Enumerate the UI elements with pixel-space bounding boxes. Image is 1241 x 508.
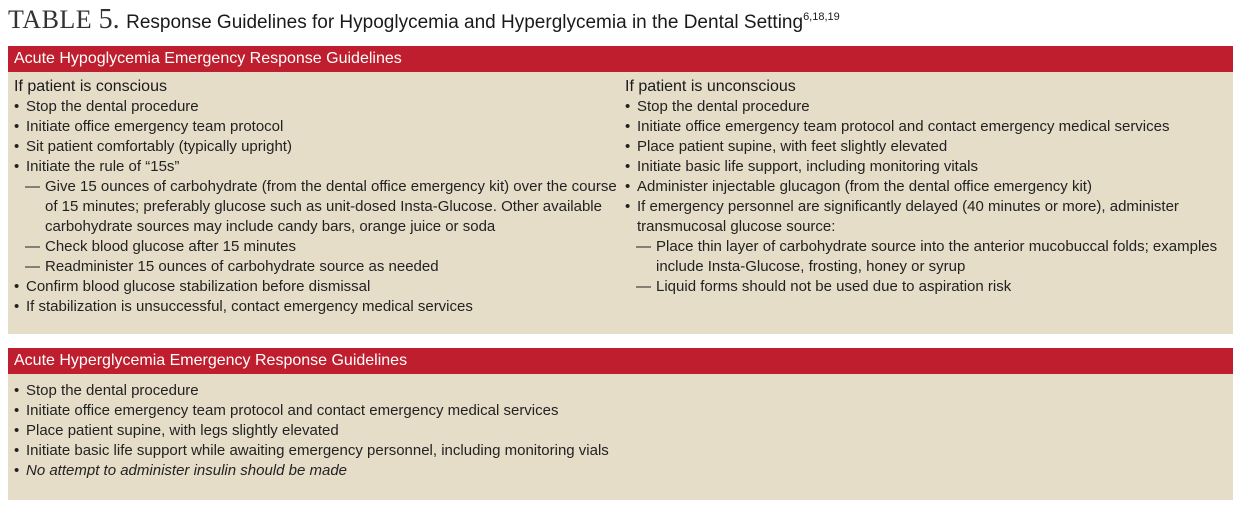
list-item-text: Initiate office emergency team protocol and contact emergency medical services	[26, 402, 559, 419]
list-item-text: Stop the dental procedure	[637, 98, 810, 115]
table-number: 5.	[98, 4, 120, 35]
list-item-text: Check blood glucose after 15 minutes	[45, 238, 296, 255]
list-item-text: Place thin layer of carbohydrate source into the anterior mucobuccal folds; examples include Insta-Glucose, frosting, honey or syrup	[656, 238, 1218, 275]
list-item	[14, 401, 1214, 421]
list-item-text: Initiate office emergency team protocol and contact emergency medical services	[637, 118, 1170, 135]
list-item	[625, 97, 1225, 117]
list-item	[625, 137, 1225, 157]
sub-list-item	[625, 277, 1225, 297]
list-item	[14, 97, 619, 117]
list-item	[625, 177, 1225, 197]
sub-list-item	[14, 177, 619, 237]
sub-list-item	[14, 237, 619, 257]
list-item-text: Readminister 15 ounces of carbohydrate source as needed	[45, 258, 439, 275]
unconscious-heading: If patient is unconscious	[625, 78, 796, 95]
list-item-text: Liquid forms should not be used due to aspiration risk	[656, 278, 1012, 295]
table-caption: Response Guidelines for Hypoglycemia and Hyperglycemia in the Dental Setting	[126, 12, 804, 33]
list-item-text: Initiate basic life support while awaiting emergency personnel, including monitoring vials	[26, 442, 609, 459]
list-item-text: Stop the dental procedure	[26, 382, 199, 399]
unconscious-list	[625, 97, 1225, 297]
list-item	[625, 197, 1225, 237]
list-item	[14, 461, 1214, 481]
table-label: TABLE	[8, 5, 93, 34]
hyperglycemia-section-header: Acute Hyperglycemia Emergency Response Guidelines	[8, 348, 1233, 374]
list-item	[14, 137, 619, 157]
sub-list-item	[14, 257, 619, 277]
list-item	[14, 381, 1214, 401]
list-item	[625, 117, 1225, 137]
list-item	[625, 157, 1225, 177]
sub-list-item	[625, 237, 1225, 277]
table-title	[8, 4, 1233, 44]
list-item	[14, 117, 619, 137]
list-item-text: Sit patient comfortably (typically upright)	[26, 138, 292, 155]
list-item-text: Initiate basic life support, including monitoring vitals	[637, 158, 979, 175]
list-item	[14, 277, 619, 297]
list-item-text: Administer injectable glucagon (from the dental office emergency kit)	[637, 178, 1092, 195]
list-item-text: Place patient supine, with feet slightly elevated	[637, 138, 948, 155]
unconscious-column	[625, 77, 1225, 297]
list-item-text: If emergency personnel are significantly delayed (40 minutes or more), administer transmucosal glucose source:	[637, 198, 1179, 235]
hyperglycemia-list	[14, 381, 1214, 481]
hyperglycemia-column	[14, 381, 1214, 481]
list-item	[14, 421, 1214, 441]
conscious-column	[14, 77, 619, 317]
hypoglycemia-section-header: Acute Hypoglycemia Emergency Response Guidelines	[8, 46, 1233, 72]
list-item-text: Confirm blood glucose stabilization before dismissal	[26, 278, 371, 295]
conscious-heading: If patient is conscious	[14, 78, 167, 95]
list-item-text: Give 15 ounces of carbohydrate (from the dental office emergency kit) over the course of 15 minutes; preferably glucose such as unit-dosed Insta-Glucose. Other available carbohydrate sources may include candy bars, orange juice or soda	[45, 178, 617, 235]
list-item-text: Place patient supine, with legs slightly elevated	[26, 422, 339, 439]
list-item-text: Initiate office emergency team protocol	[26, 118, 284, 135]
list-item	[14, 441, 1214, 461]
list-item-text: Stop the dental procedure	[26, 98, 199, 115]
list-item	[14, 297, 619, 317]
hypoglycemia-section-body	[8, 72, 1233, 334]
hyperglycemia-section-body	[8, 374, 1233, 500]
reference-superscript: 6,18,19	[803, 10, 840, 23]
list-item	[14, 157, 619, 177]
list-item-text: No attempt to administer insulin should be made	[26, 462, 348, 479]
list-item-text: Initiate the rule of “15s”	[26, 158, 180, 175]
list-item-text: If stabilization is unsuccessful, contact emergency medical services	[26, 298, 473, 315]
conscious-list	[14, 97, 619, 317]
